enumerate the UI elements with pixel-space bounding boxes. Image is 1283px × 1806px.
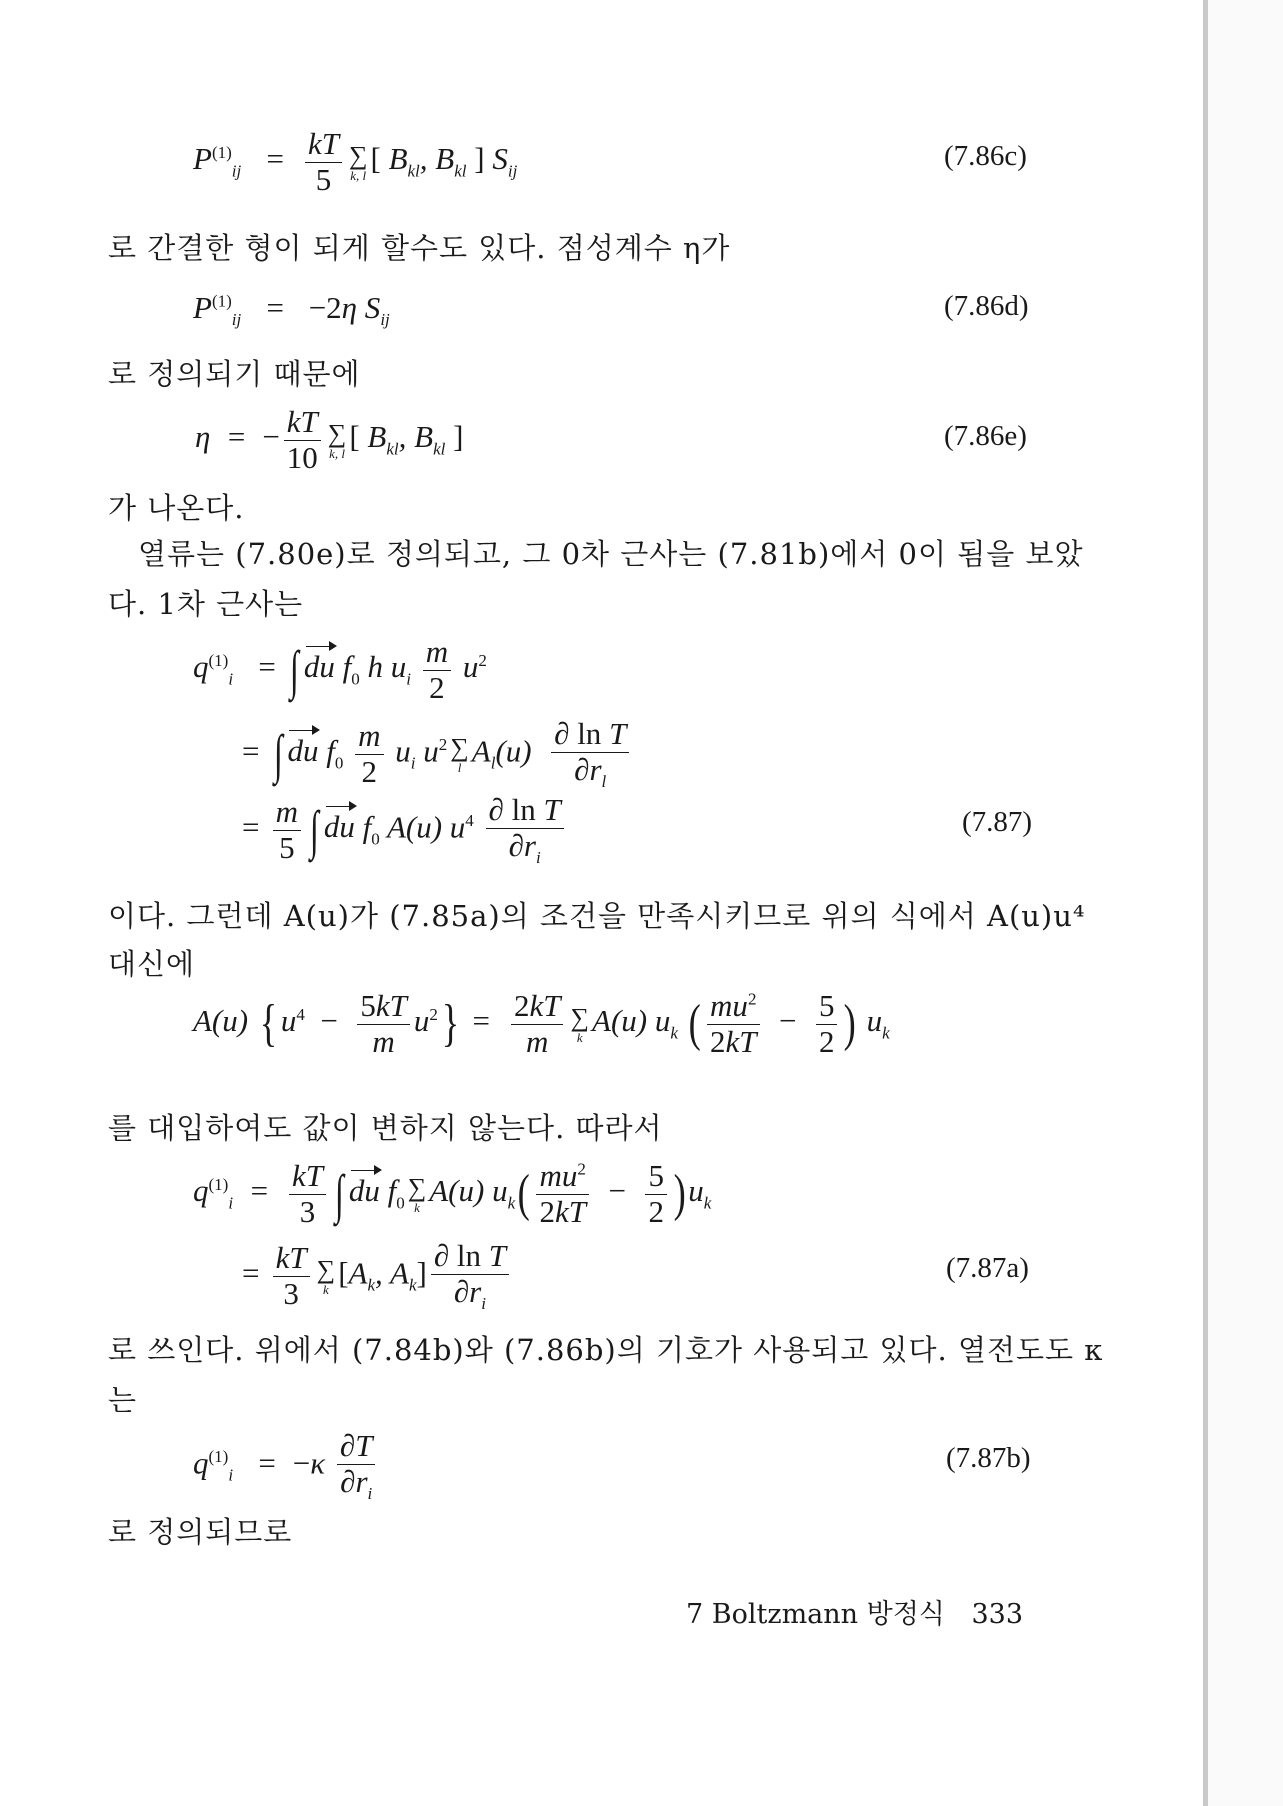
chapter-title: 7 Boltzmann 방정식 <box>686 1599 945 1630</box>
paragraph-line: 는 <box>108 1383 138 1417</box>
equation-7-87-line1: $q^{(1)}_i$ = ∫ du $f_0$ h $u_i$ $\frac{m}{2}$ $u^2$ <box>193 634 487 705</box>
equation-number: (7.86e) <box>944 420 1027 452</box>
paragraph-line: 를 대입하여도 값이 변하지 않는다. 따라서 <box>108 1111 663 1145</box>
paragraph-line: 이다. 그런데 A(u)가 (7.85a)의 조건을 만족시키므로 위의 식에서 A(u)u⁴ <box>108 899 1086 933</box>
equation-number: (7.87) <box>962 806 1033 838</box>
equation-number: (7.86c) <box>944 140 1027 172</box>
equation-substitution: A(u) { $u^4$ − $\frac{5kT}{m}$ $u^2$} = $\frac{2kT}{m}$ ∑ k A(u) $u_k$ ( $\frac{mu^2}{2kT}$ − $\frac{5}{2}$ ) $u_k$ <box>193 988 890 1059</box>
equation-number: (7.87a) <box>946 1252 1029 1284</box>
paragraph-line: 다. 1차 근사는 <box>108 587 304 621</box>
equation-7-87-line3: = $\frac{m}{5}$ ∫ du $f_0$ A(u) $u^4$ $\frac{\text{∂ ln T}}{\partial r_i}$ <box>240 794 568 867</box>
paragraph-line: 로 간결한 형이 되게 할수도 있다. 점성계수 η가 <box>108 231 731 265</box>
equation-7-87b: $q^{(1)}_i = -\kappa$ $\frac{\partial T}{\partial r_i}$ <box>193 1430 379 1503</box>
paragraph-line: 로 쓰인다. 위에서 (7.84b)와 (7.86b)의 기호가 사용되고 있다. 열전도도 κ <box>108 1333 1104 1367</box>
paragraph-line: 대신에 <box>108 947 196 981</box>
equation-7-87-line2: = ∫ du $f_0$ $\frac{m}{2}$ $u_i$ $u^2$ ∑ l $A_l(u)$ $\frac{\text{∂ ln T}}{\partial r_l}$ <box>240 718 633 791</box>
equation-7-87a-line1: $q^{(1)}_i$ = $\frac{kT}{3}$ ∫ du $f_0$ ∑ k A(u) $u_k$( $\frac{mu^2}{2kT}$ − $\frac{5}{2}$ )$u_k$ <box>193 1158 712 1229</box>
paragraph-line: 열류는 (7.80e)로 정의되고, 그 0차 근사는 (7.81b)에서 0이 됨을 보았 <box>138 537 1084 571</box>
page-margin <box>1208 0 1283 1806</box>
equation-7-86d: $P^{(1)}_{ij} = -2\eta$ $S_{ij}$ <box>193 290 390 330</box>
equation-7-86c: $P^{(1)}_{ij}$ = $\frac{kT}{5}$ ∑ k, l [ $B_{kl}$, $B_{kl}$ ] $S_{ij}$ <box>193 126 518 197</box>
page-number: 333 <box>971 1599 1024 1630</box>
equation-number: (7.87b) <box>946 1442 1031 1474</box>
equation-number: (7.86d) <box>944 290 1029 322</box>
paragraph-line: 로 정의되므로 <box>108 1515 293 1549</box>
equation-7-87a-line2: = $\frac{kT}{3}$ ∑ k [$A_k$, $A_k$] $\frac{\text{∂ ln T}}{\partial r_i}$ <box>240 1240 513 1313</box>
running-footer <box>686 1592 1023 1631</box>
equation-7-86e: η = − $\frac{kT}{10}$ ∑ k, l [ $B_{kl}$, $B_{kl}$ ] <box>195 404 464 475</box>
paragraph-line: 로 정의되기 때문에 <box>108 357 361 391</box>
paragraph-line: 가 나온다. <box>108 491 245 525</box>
